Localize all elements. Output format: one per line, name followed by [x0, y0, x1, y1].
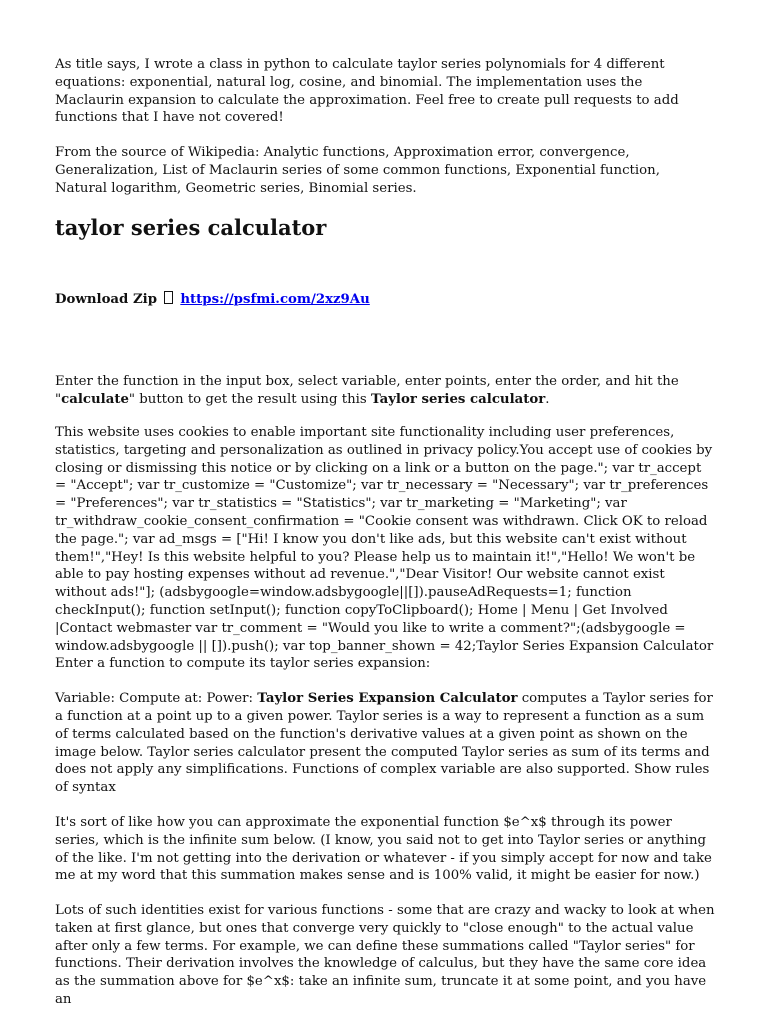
variable-text-1: Variable: Compute at: Power: — [55, 691, 258, 707]
download-link[interactable]: https://psfmi.com/2xz9Au — [180, 291, 370, 307]
document-body — [55, 56, 715, 1009]
sort-of-paragraph: It's sort of like how you can approximate the exponential function $e^x$ through its power series, which is the infinite sum below. (I know, you said not to get into Taylor series or anything of the like. I'm not getting into the derivation or whatever - if you simply accept for now and take me at my word that this summation makes sense and is 100% valid, it might be easier for now.) — [55, 814, 712, 884]
instructions-paragraph — [55, 373, 715, 409]
download-label: Download Zip — [55, 291, 158, 307]
instructions-text-1: Enter the function in the input box, select variable, enter points, enter the order, and hit the " — [55, 374, 679, 408]
calculator-name-emphasis: Taylor series calculator — [370, 392, 546, 408]
page-title: taylor series calculator — [55, 214, 327, 240]
sources-paragraph: From the source of Wikipedia: Analytic functions, Approximation error, convergence, Generalization, List of Maclaurin series of some common functions, Exponential function, Natural logarithm, Geometric series, Binomial series. — [55, 145, 660, 196]
variable-text-2: computes a Taylor series for a function at a point up to a given power. Taylor series is a way to represent a function as a sum of terms calculated based on the function's derivative values at a given point as shown on the image below. Taylor series calculator present the computed Taylor series as sum of its terms and does not apply any simplifications. Functions of complex variable are also supported. Show rules of syntax — [55, 691, 713, 796]
cookies-paragraph: This website uses cookies to enable important site functionality including user preferences, statistics, targeting and personalization as outlined in privacy policy.You accept use of cookies by closing or dismissing this notice or by clicking on a link or a button on the page."; var tr_accept = "Accept"; var tr_customize = "Customize"; var tr_necessary = "Necessary"; var tr_preferences = "Preferences"; var tr_statistics = "Statistics"; var tr_marketing = "Marketing"; var tr_withdraw_cookie_consent_confirmation = "Cookie consent was withdrawn. Click OK to reload the page."; var ad_msgs = ["Hi! I know you don't like ads, but this website can't exist without them!","Hey! Is this website helpful to you? Please help us to maintain it!","Hello! We won't be able to pay hosting expenses without ad revenue.","Dear Visitor! Our website cannot exist without ads!"]; (adsbygoogle=window.adsbygoogle||[]).pauseAdRequests=1; function checkInput(); function setInput(); function copyToClipboard(); Home | Menu | Get Involved |Contact webmaster var tr_comment = "Would you like to write a comment?";(adsbygoogle = window.adsbygoogle || []).push(); var top_banner_shown = 42;Taylor Series Expansion Calculator Enter a function to compute its taylor series expansion: — [55, 424, 714, 672]
variable-paragraph — [55, 690, 715, 797]
calculate-emphasis: calculate — [61, 392, 129, 408]
expansion-calculator-emphasis: Taylor Series Expansion Calculator — [257, 691, 518, 707]
intro-paragraph: As title says, I wrote a class in python to calculate taylor series polynomials for 4 different equations: exponential, natural log, cosine, and binomial. The implementation uses the Maclaurin expansion to calculate the approximation. Feel free to create pull requests to add functions that I have not covered! — [55, 57, 679, 126]
identities-paragraph: Lots of such identities exist for various functions - some that are crazy and wacky to look at when taken at first glance, but ones that converge very quickly to "close enough" to the actual value after only a few terms. For example, we can define these summations called "Taylor series" for functions. Their derivation involves the knowledge of calculus, but they have the same core idea as the summation above for $e^x$: take an infinite sum, truncate it at some point, and you have an — [55, 903, 715, 1008]
missing-glyph-icon — [164, 291, 173, 304]
instructions-text-3: . — [545, 392, 550, 408]
instructions-text-2: " button to get the result using this — [128, 392, 371, 408]
download-line — [55, 291, 715, 309]
